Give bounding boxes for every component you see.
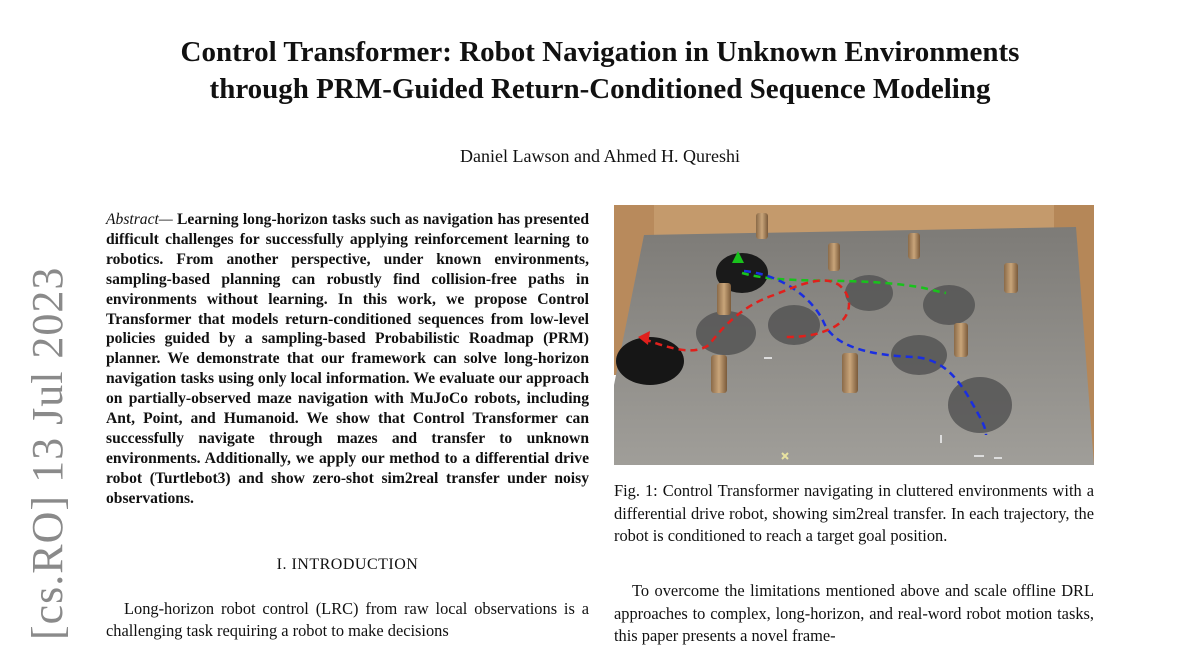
title-line-2: through PRM-Guided Return-Conditioned Sequence Modeling (209, 73, 991, 105)
right-column-paragraph: To overcome the limitations mentioned above and scale offline DRL approaches to complex, long-horizon, and real-word robot motion tasks, this paper presents a novel frame- (614, 581, 1094, 645)
abstract (106, 210, 589, 509)
floor-marking (994, 457, 1002, 459)
paper-title (60, 34, 1140, 108)
pillar (1004, 263, 1018, 293)
pillar (828, 243, 840, 271)
arxiv-stamp: [cs.RO] 13 Jul 2023 (23, 266, 72, 640)
section-heading: I. INTRODUCTION (276, 556, 419, 573)
floor-marking (764, 357, 772, 359)
abstract-lead: Abstract— (106, 211, 173, 228)
obstacle (768, 305, 820, 345)
floor (614, 227, 1094, 465)
intro-paragraph: Long-horizon robot control (LRC) from raw local observations is a challenging task requiring a robot to make decisions (106, 599, 589, 640)
pillar (711, 355, 727, 393)
pillar (842, 353, 858, 393)
figure-caption: Fig. 1: Control Transformer navigating in cluttered environments with a differential drive robot, showing sim2real transfer. In each trajectory, the robot is conditioned to reach a target goal position. (614, 481, 1094, 545)
pillar (717, 283, 731, 315)
obstacle (948, 377, 1012, 433)
obstacle (923, 285, 975, 325)
authors: Daniel Lawson and Ahmed H. Qureshi (460, 146, 740, 166)
figure-photo (614, 205, 1094, 465)
abstract-text: Learning long-horizon tasks such as navigation has presented difficult challenges for successfully applying reinforcement learning to robotics. From another perspective, under known environments, sampling-based planning can robustly find collision-free paths in environments without learning. In this work, we propose Control Transformer that models return-conditioned sequences from low-level policies guided by a sampling-based Probabilistic Roadmap (PRM) planner. We demonstrate that our framework can solve long-horizon navigation tasks using only local information. We evaluate our approach on partially-observed maze navigation with MuJoCo robots, including Ant, Point, and Humanoid. We show that Control Transformer can successfully navigate through mazes and transfer to unknown environments. Additionally, we apply our method to a differential drive robot (Turtlebot3) and show zero-shot sim2real transfer under noisy observations. (106, 211, 589, 507)
floor-marking (940, 435, 942, 443)
floor-marking (974, 455, 984, 457)
pillar (954, 323, 968, 357)
figure-1 (614, 205, 1094, 465)
pillar (756, 213, 768, 239)
robot (616, 337, 684, 385)
pillar (908, 233, 920, 259)
title-line-1: Control Transformer: Robot Navigation in Unknown Environments (180, 36, 1020, 68)
